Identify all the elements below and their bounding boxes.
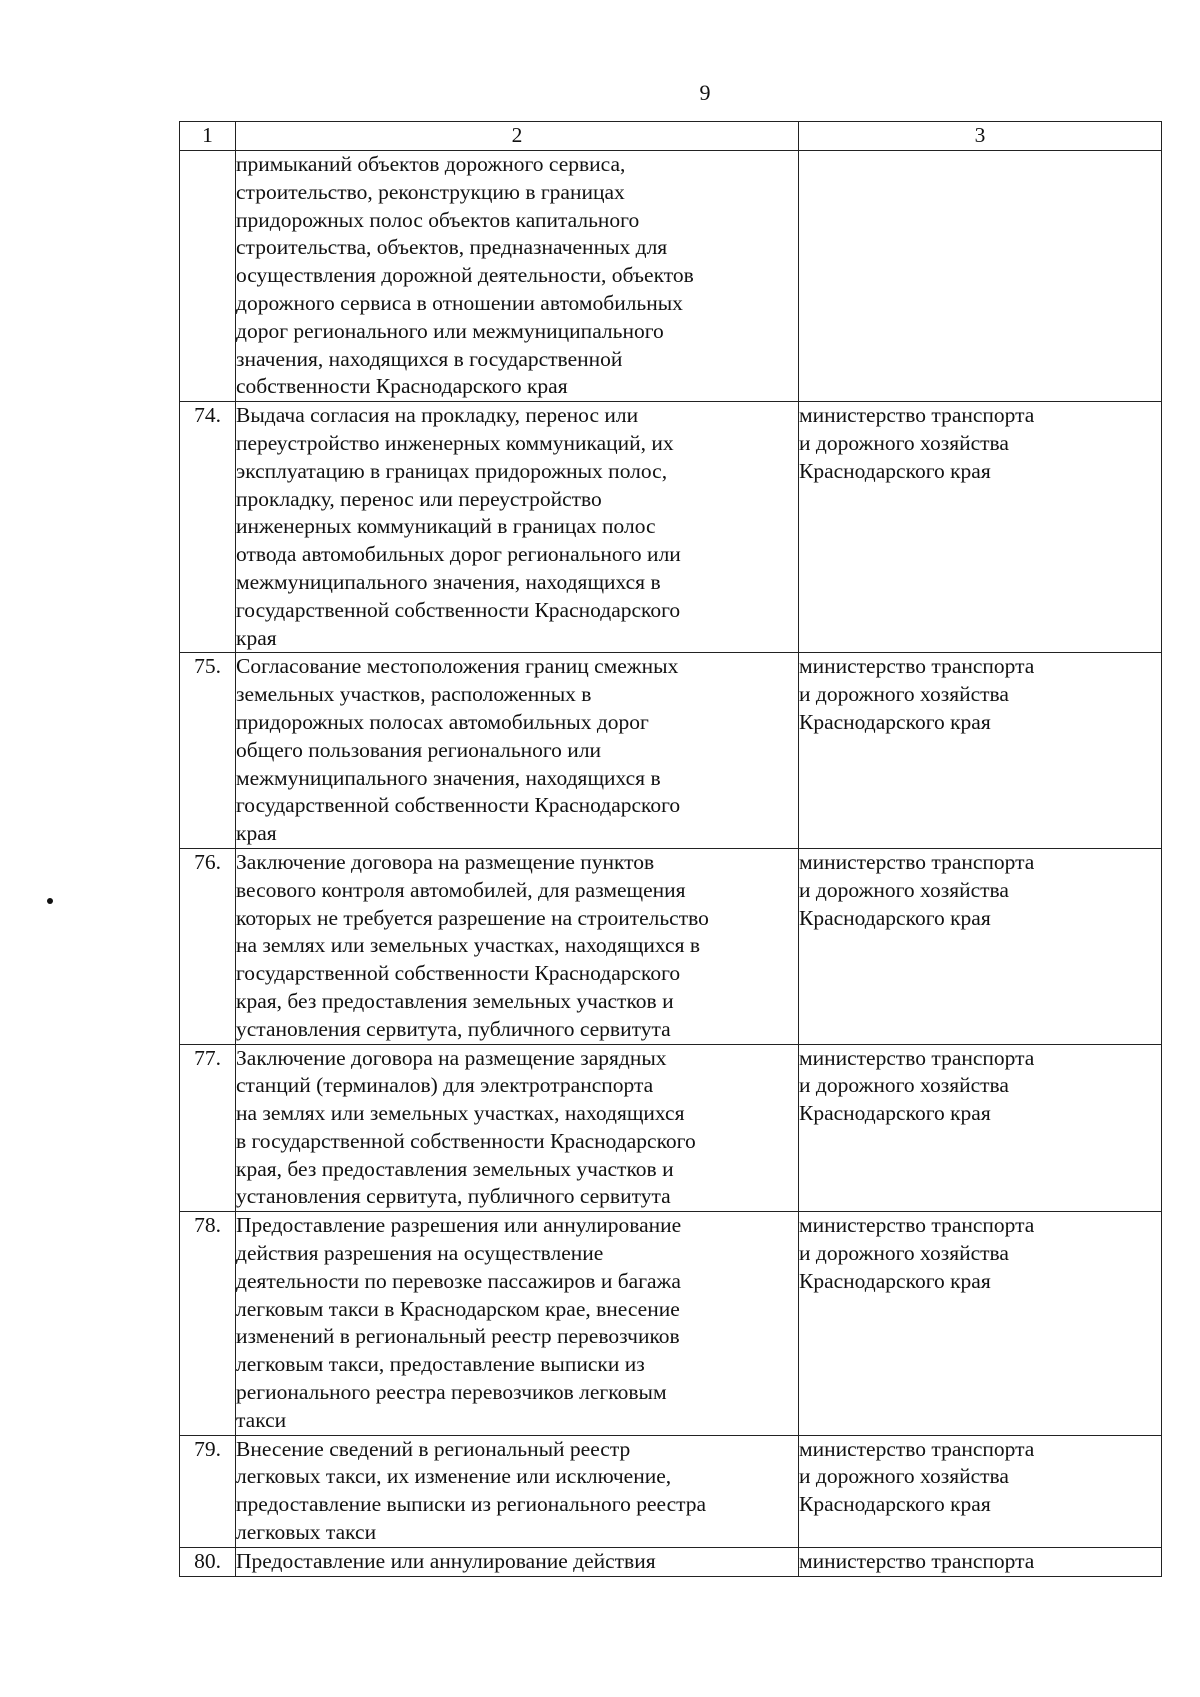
responsible-agency-cell <box>799 402 1162 653</box>
row-number-cell: 77. <box>180 1044 236 1212</box>
description-line: значения, находящихся в государственной <box>236 346 623 371</box>
service-description-cell <box>236 1044 799 1212</box>
row-number-cell: 80. <box>180 1547 236 1576</box>
description-line: общего пользования регионального или <box>236 737 602 762</box>
table-row <box>180 1547 1162 1576</box>
row-number-cell <box>180 151 236 402</box>
row-number-cell: 78. <box>180 1212 236 1435</box>
table-row <box>180 1212 1162 1435</box>
description-line: осуществления дорожной деятельности, объектов <box>236 263 694 288</box>
description-line: легковых такси, их изменение или исключение, <box>236 1464 672 1489</box>
description-line: деятельности по перевозке пассажиров и багажа <box>236 1268 681 1293</box>
description-line: Заключение договора на размещение пунктов <box>236 849 655 874</box>
header-cell-agency: 3 <box>799 122 1162 151</box>
description-line: собственности Краснодарского края <box>236 374 568 399</box>
description-line: Выдача согласия на прокладку, перенос или <box>236 403 639 428</box>
agency-line: Краснодарского края <box>799 905 991 930</box>
table-row <box>180 151 1162 402</box>
description-line: строительства, объектов, предназначенных для <box>236 235 668 260</box>
description-line: межмуниципального значения, находящихся в <box>236 569 661 594</box>
agency-line: министерство транспорта <box>799 654 1035 679</box>
agency-line: Краснодарского края <box>799 709 991 734</box>
agency-line: и дорожного хозяйства <box>799 1073 1009 1098</box>
agency-line: и дорожного хозяйства <box>799 682 1009 707</box>
description-line: строительство, реконструкцию в границах <box>236 179 625 204</box>
description-line: дорог регионального или межмуниципального <box>236 318 664 343</box>
description-line: государственной собственности Краснодарского <box>236 961 681 986</box>
service-description-cell <box>236 1435 799 1547</box>
table-header-row <box>180 122 1162 151</box>
description-line: придорожных полосах автомобильных дорог <box>236 709 649 734</box>
agency-line: Краснодарского края <box>799 1101 991 1126</box>
agency-line: и дорожного хозяйства <box>799 877 1009 902</box>
description-line: установления сервитута, публичного сервитута <box>236 1016 671 1041</box>
description-line: Согласование местоположения границ смежных <box>236 654 679 679</box>
service-description-cell <box>236 402 799 653</box>
agency-line: министерство транспорта <box>799 1436 1035 1461</box>
description-line: Предоставление или аннулирование действия <box>236 1548 656 1573</box>
agency-line: министерство транспорта <box>799 1045 1035 1070</box>
table-row <box>180 653 1162 849</box>
agency-line: министерство транспорта <box>799 849 1035 874</box>
description-line: регионального реестра перевозчиков легковым <box>236 1380 667 1405</box>
description-line: Заключение договора на размещение зарядных <box>236 1045 667 1070</box>
description-line: края <box>236 625 277 650</box>
description-line: легковым такси, предоставление выписки из <box>236 1352 645 1377</box>
agency-line: министерство транспорта <box>799 1213 1035 1238</box>
service-description-cell <box>236 151 799 402</box>
scan-dot-mark <box>47 898 53 904</box>
agency-line: и дорожного хозяйства <box>799 430 1009 455</box>
description-line: на землях или земельных участках, находящихся в <box>236 933 701 958</box>
description-line: края, без предоставления земельных участков и <box>236 1156 674 1181</box>
responsible-agency-cell <box>799 848 1162 1044</box>
description-line: на землях или земельных участках, находящихся <box>236 1101 685 1126</box>
description-line: прокладку, перенос или переустройство <box>236 486 602 511</box>
responsible-agency-cell <box>799 1435 1162 1547</box>
service-description-cell <box>236 848 799 1044</box>
agency-line: Краснодарского края <box>799 1268 991 1293</box>
service-description-cell <box>236 1547 799 1576</box>
description-line: межмуниципального значения, находящихся в <box>236 765 661 790</box>
description-line: придорожных полос объектов капитального <box>236 207 640 232</box>
description-line: изменений в региональный реестр перевозчиков <box>236 1324 680 1349</box>
description-line: отвода автомобильных дорог регионального или <box>236 542 681 567</box>
description-line: легковых такси <box>236 1520 377 1545</box>
agency-line: министерство транспорта <box>799 1548 1035 1573</box>
row-number-cell: 74. <box>180 402 236 653</box>
description-line: легковым такси в Краснодарском крае, внесение <box>236 1296 680 1321</box>
description-line: переустройство инженерных коммуникаций, их <box>236 430 674 455</box>
table-body <box>180 122 1162 1577</box>
description-line: в государственной собственности Краснодарского <box>236 1128 696 1153</box>
responsible-agency-cell <box>799 1044 1162 1212</box>
description-line: весового контроля автомобилей, для размещения <box>236 877 686 902</box>
description-line: края <box>236 821 277 846</box>
header-cell-number: 1 <box>180 122 236 151</box>
description-line: государственной собственности Краснодарского <box>236 793 681 818</box>
agency-line: министерство транспорта <box>799 403 1035 428</box>
page-number: 9 <box>699 80 711 105</box>
table-row <box>180 1435 1162 1547</box>
table-row <box>180 848 1162 1044</box>
table-row <box>180 1044 1162 1212</box>
row-number-cell: 75. <box>180 653 236 849</box>
agency-line: Краснодарского края <box>799 458 991 483</box>
services-table <box>179 121 1162 1577</box>
description-line: дорожного сервиса в отношении автомобильных <box>236 290 683 315</box>
description-line: инженерных коммуникаций в границах полос <box>236 514 656 539</box>
description-line: земельных участков, расположенных в <box>236 682 592 707</box>
table-row <box>180 402 1162 653</box>
row-number-cell: 79. <box>180 1435 236 1547</box>
agency-line: и дорожного хозяйства <box>799 1241 1009 1266</box>
description-line: Внесение сведений в региональный реестр <box>236 1436 631 1461</box>
description-line: действия разрешения на осуществление <box>236 1241 604 1266</box>
header-cell-description: 2 <box>236 122 799 151</box>
service-description-cell <box>236 653 799 849</box>
description-line: Предоставление разрешения или аннулирование <box>236 1213 682 1238</box>
responsible-agency-cell <box>799 653 1162 849</box>
description-line: такси <box>236 1407 287 1432</box>
description-line: установления сервитута, публичного сервитута <box>236 1184 671 1209</box>
agency-line: и дорожного хозяйства <box>799 1464 1009 1489</box>
description-line: эксплуатацию в границах придорожных полос, <box>236 458 668 483</box>
service-description-cell <box>236 1212 799 1435</box>
description-line: станций (терминалов) для электротранспорта <box>236 1073 654 1098</box>
responsible-agency-cell <box>799 151 1162 402</box>
agency-line: Краснодарского края <box>799 1492 991 1517</box>
description-line: предоставление выписки из регионального реестра <box>236 1492 707 1517</box>
description-line: которых не требуется разрешение на строительство <box>236 905 709 930</box>
description-line: государственной собственности Краснодарского <box>236 597 681 622</box>
responsible-agency-cell <box>799 1547 1162 1576</box>
description-line: примыканий объектов дорожного сервиса, <box>236 152 626 176</box>
description-line: края, без предоставления земельных участков и <box>236 988 674 1013</box>
responsible-agency-cell <box>799 1212 1162 1435</box>
row-number-cell: 76. <box>180 848 236 1044</box>
